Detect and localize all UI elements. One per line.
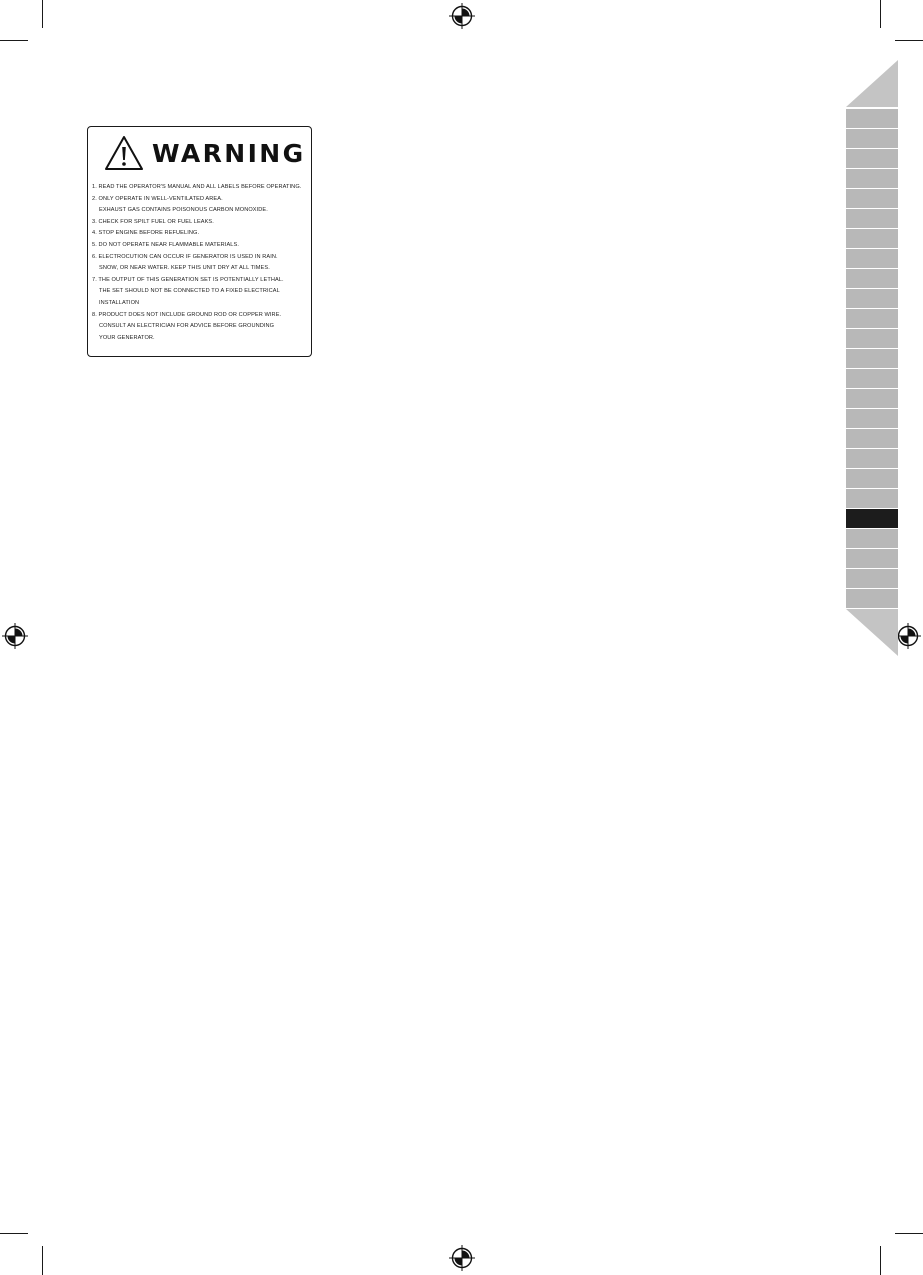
thumb-tab [846,329,898,348]
crop-mark-top-left-v [42,0,43,28]
warning-line: 5. DO NOT OPERATE NEAR FLAMMABLE MATERIALS. [92,241,239,248]
thumb-tab [846,449,898,468]
thumb-tab [846,309,898,328]
thumb-tab [846,469,898,488]
thumb-tab [846,129,898,148]
warning-line: THE SET SHOULD NOT BE CONNECTED TO A FIXED ELECTRICAL [99,288,280,295]
thumb-tab [846,209,898,228]
registration-mark-icon [449,1245,475,1271]
thumb-tab [846,409,898,428]
warning-line: 2. ONLY OPERATE IN WELL-VENTILATED AREA. [92,195,223,202]
registration-mark-icon [895,623,921,649]
warning-line: EXHAUST GAS CONTAINS POISONOUS CARBON MONOXIDE. [99,207,268,214]
registration-mark-icon [2,623,28,649]
warning-line: 6. ELECTROCUTION CAN OCCUR IF GENERATOR IS USED IN RAIN. [92,253,278,260]
thumb-tab [846,169,898,188]
crop-mark-bottom-right-h [895,1233,923,1234]
warning-line: SNOW, OR NEAR WATER. KEEP THIS UNIT DRY AT ALL TIMES. [99,265,270,272]
thumb-index [846,60,898,656]
crop-mark-top-right-h [895,40,923,41]
thumb-tab [846,349,898,368]
thumb-tab [846,489,898,508]
thumb-tab [846,289,898,308]
thumb-tab [846,429,898,448]
warning-line: 8. PRODUCT DOES NOT INCLUDE GROUND ROD OR COPPER WIRE. [92,311,282,318]
thumb-index-bottom-triangle [846,609,898,656]
registration-mark-icon [449,3,475,29]
warning-line: CONSULT AN ELECTRICIAN FOR ADVICE BEFORE GROUNDING [99,323,275,330]
warning-title: WARNING [152,138,306,168]
warning-triangle-icon [104,135,144,171]
warning-header [104,133,306,173]
warning-line: 4. STOP ENGINE BEFORE REFUELING. [92,230,200,237]
thumb-tab [846,269,898,288]
thumb-tab [846,149,898,168]
warning-line: 1. READ THE OPERATOR'S MANUAL AND ALL LABELS BEFORE OPERATING. [92,184,302,190]
thumb-tab [846,189,898,208]
thumb-tab [846,389,898,408]
crop-mark-bottom-left-h [0,1233,28,1234]
crop-mark-bottom-left-v [42,1246,43,1275]
thumb-tab [846,249,898,268]
warning-list [92,182,308,344]
crop-mark-top-right-v [880,0,881,28]
thumb-tab [846,529,898,548]
thumb-tab-active [846,509,898,528]
crop-mark-top-left-h [0,40,28,41]
warning-line: INSTALLATION [99,299,140,306]
thumb-tab [846,569,898,588]
warning-line: 3. CHECK FOR SPILT FUEL OR FUEL LEAKS. [92,218,214,225]
warning-line: 7. THE OUTPUT OF THIS GENERATION SET IS POTENTIALLY LETHAL. [92,276,284,283]
thumb-tab [846,589,898,608]
warning-line: YOUR GENERATOR. [99,334,155,341]
warning-label [87,126,312,357]
thumb-index-top-triangle [846,60,898,108]
thumb-tab [846,229,898,248]
thumb-tab [846,369,898,388]
crop-mark-bottom-right-v [880,1246,881,1275]
thumb-tab [846,109,898,128]
thumb-tab [846,549,898,568]
